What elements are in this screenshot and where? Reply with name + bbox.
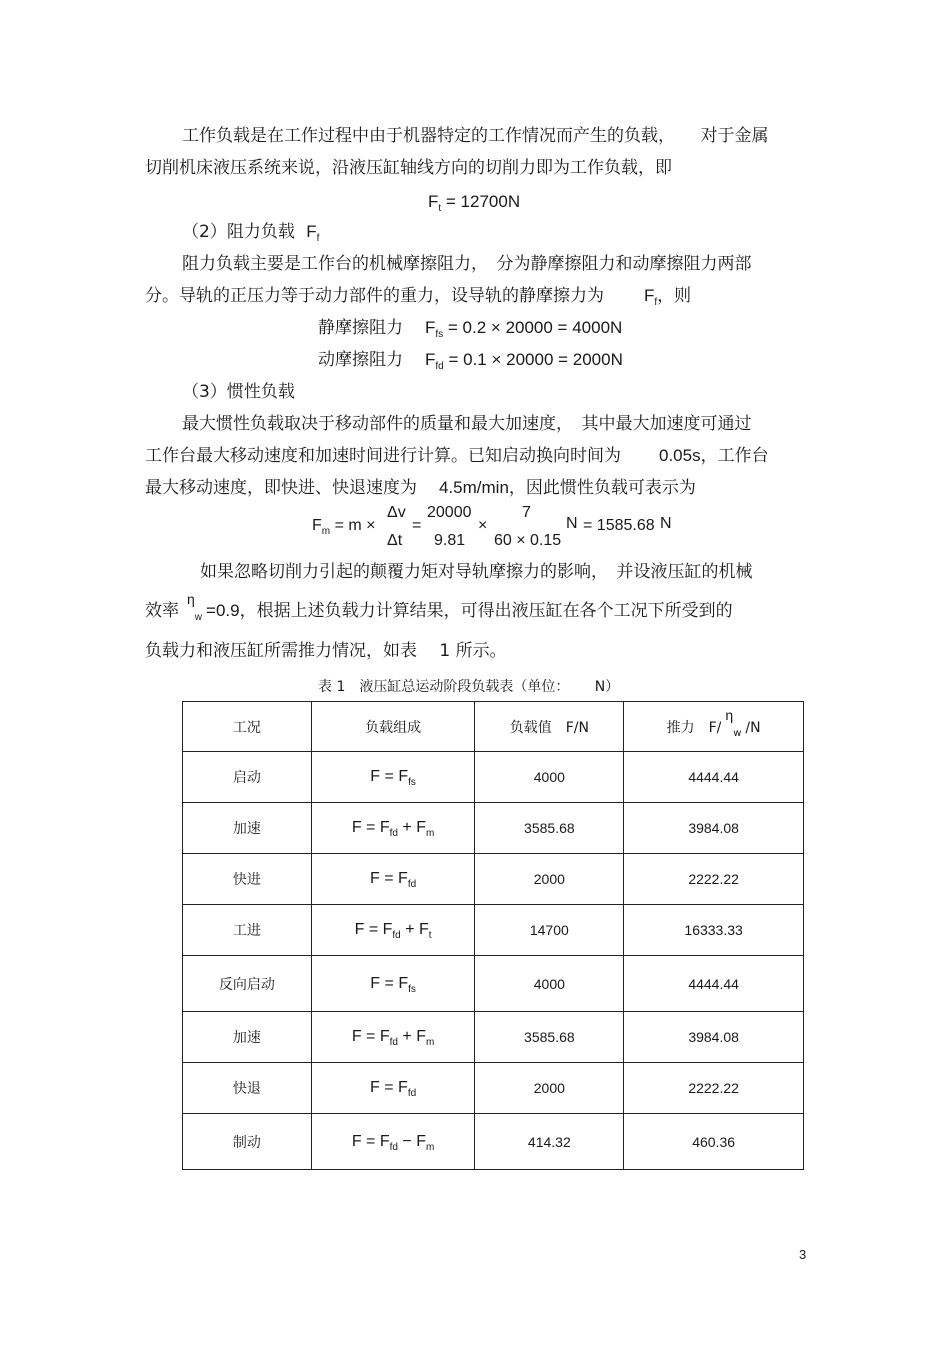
table-header-row <box>183 702 804 752</box>
row-condition: 反向启动 <box>183 956 312 1012</box>
row-thrust: 460.36 <box>624 1114 804 1170</box>
table-row <box>183 1063 804 1114</box>
table-row <box>183 1012 804 1063</box>
row-composition: $F = F_{fd}$ <box>311 854 475 905</box>
section-heading-inertia-load: （3）惯性负载 <box>182 382 295 402</box>
row-value: 2000 <box>475 1063 624 1114</box>
inertia-lhs: $F_m = m$ × <box>312 517 376 537</box>
row-thrust: 4444.44 <box>624 956 804 1012</box>
row-thrust: 3984.08 <box>624 803 804 854</box>
table-row <box>183 956 804 1012</box>
header-value: 负载值 F/N <box>475 702 624 752</box>
inertia-unit: N <box>566 515 578 532</box>
paragraph-work-load-line2: 切削机床液压系统来说，沿液压缸轴线方向的切削力即为工作负载，即 <box>145 158 672 178</box>
page-number: 3 <box>799 1247 807 1262</box>
row-value: 414.32 <box>475 1114 624 1170</box>
row-thrust: 16333.33 <box>624 905 804 956</box>
header-thrust: 推力 $F/\eta_w$ /N <box>624 702 804 752</box>
row-thrust: 2222.22 <box>624 1063 804 1114</box>
paragraph-inertia-line1: 最大惯性负载取决于移动部件的质量和最大加速度， 其中最大加速度可通过 <box>182 414 752 434</box>
row-condition: 快进 <box>183 854 312 905</box>
inertia-times: × <box>478 517 488 534</box>
equation-ft: $F_t = 12700N$ <box>428 192 521 214</box>
row-composition: $F = F_{fs}$ <box>311 752 475 803</box>
inertia-dv: Δv <box>387 504 406 521</box>
paragraph-resistance-line1: 阻力负载主要是工作台的机械摩擦阻力， 分为静摩擦阻力和动摩擦阻力两部 <box>182 254 752 274</box>
row-value: 4000 <box>475 752 624 803</box>
row-value: 2000 <box>475 854 624 905</box>
inertia-denominator-1: 9.81 <box>434 532 466 549</box>
row-composition: $F = F_{fd}$ <box>311 1063 475 1114</box>
row-thrust: 3984.08 <box>624 1012 804 1063</box>
table-row <box>183 803 804 854</box>
row-condition: 启动 <box>183 752 312 803</box>
row-condition: 加速 <box>183 803 312 854</box>
row-composition: $F = F_{fd} - F_m$ <box>311 1114 475 1170</box>
inertia-dt: Δt <box>387 532 403 549</box>
table-row <box>183 1114 804 1170</box>
paragraph-efficiency-line2: 效率$^\eta_w$ =0.9，根据上述负载力计算结果，可得出液压缸在各个工况下所受到的 <box>145 591 733 623</box>
table-row <box>183 905 804 956</box>
row-composition: $F = F_{fs}$ <box>311 956 475 1012</box>
inertia-result-unit: N <box>660 515 672 532</box>
row-condition: 快退 <box>183 1063 312 1114</box>
table-caption: 表 1 液压缸总运动阶段负载表（单位： N） <box>318 679 620 695</box>
row-composition: $F = F_{fd} + F_t$ <box>311 905 475 956</box>
header-condition: 工况 <box>183 702 312 752</box>
equation-dynamic-friction: 动摩擦阻力 $F_{fd} = 0.1 \times 20000 = 2000N$ <box>318 350 623 372</box>
row-value: 14700 <box>475 905 624 956</box>
row-condition: 制动 <box>183 1114 312 1170</box>
row-composition: $F = F_{fd} + F_m$ <box>311 1012 475 1063</box>
inertia-equals: = <box>412 517 422 534</box>
row-thrust: 2222.22 <box>624 854 804 905</box>
paragraph-work-load-line1: 工作负载是在工作过程中由于机器特定的工作情况而产生的负载， 对于金属 <box>182 126 769 146</box>
table-row <box>183 854 804 905</box>
paragraph-efficiency-line3: 负载力和液压缸所需推力情况，如表 1 所示。 <box>145 641 507 661</box>
row-value: 3585.68 <box>475 803 624 854</box>
load-table <box>182 701 804 1170</box>
row-thrust: 4444.44 <box>624 752 804 803</box>
row-composition: $F = F_{fd} + F_m$ <box>311 803 475 854</box>
row-value: 4000 <box>475 956 624 1012</box>
section-heading-resistance-load: （2）阻力负载 $F_f$ <box>182 222 320 244</box>
inertia-denominator-2: 60 × 0.15 <box>494 532 562 549</box>
inertia-numerator-1: 20000 <box>427 504 472 521</box>
row-condition: 工进 <box>183 905 312 956</box>
equation-static-friction: 静摩擦阻力 $F_{fs} = 0.2 \times 20000 = 4000N$ <box>318 318 623 340</box>
inertia-numerator-2: 7 <box>522 504 531 521</box>
table-row <box>183 752 804 803</box>
header-composition: 负载组成 <box>311 702 475 752</box>
paragraph-efficiency-line1: 如果忽略切削力引起的颠覆力矩对导轨摩擦力的影响， 并设液压缸的机械 <box>200 562 753 582</box>
paragraph-inertia-line3: 最大移动速度，即快进、快退速度为 4.5m/min，因此惯性负载可表示为 <box>145 478 696 498</box>
row-condition: 加速 <box>183 1012 312 1063</box>
paragraph-resistance-line2: 分。导轨的正压力等于动力部件的重力，设导轨的静摩擦力为 $F_f$，则 <box>145 286 692 308</box>
row-value: 3585.68 <box>475 1012 624 1063</box>
paragraph-inertia-line2: 工作台最大移动速度和加速时间进行计算。已知启动换向时间为 0.05s，工作台 <box>145 446 769 466</box>
inertia-result: = 1585.68 <box>583 517 655 534</box>
